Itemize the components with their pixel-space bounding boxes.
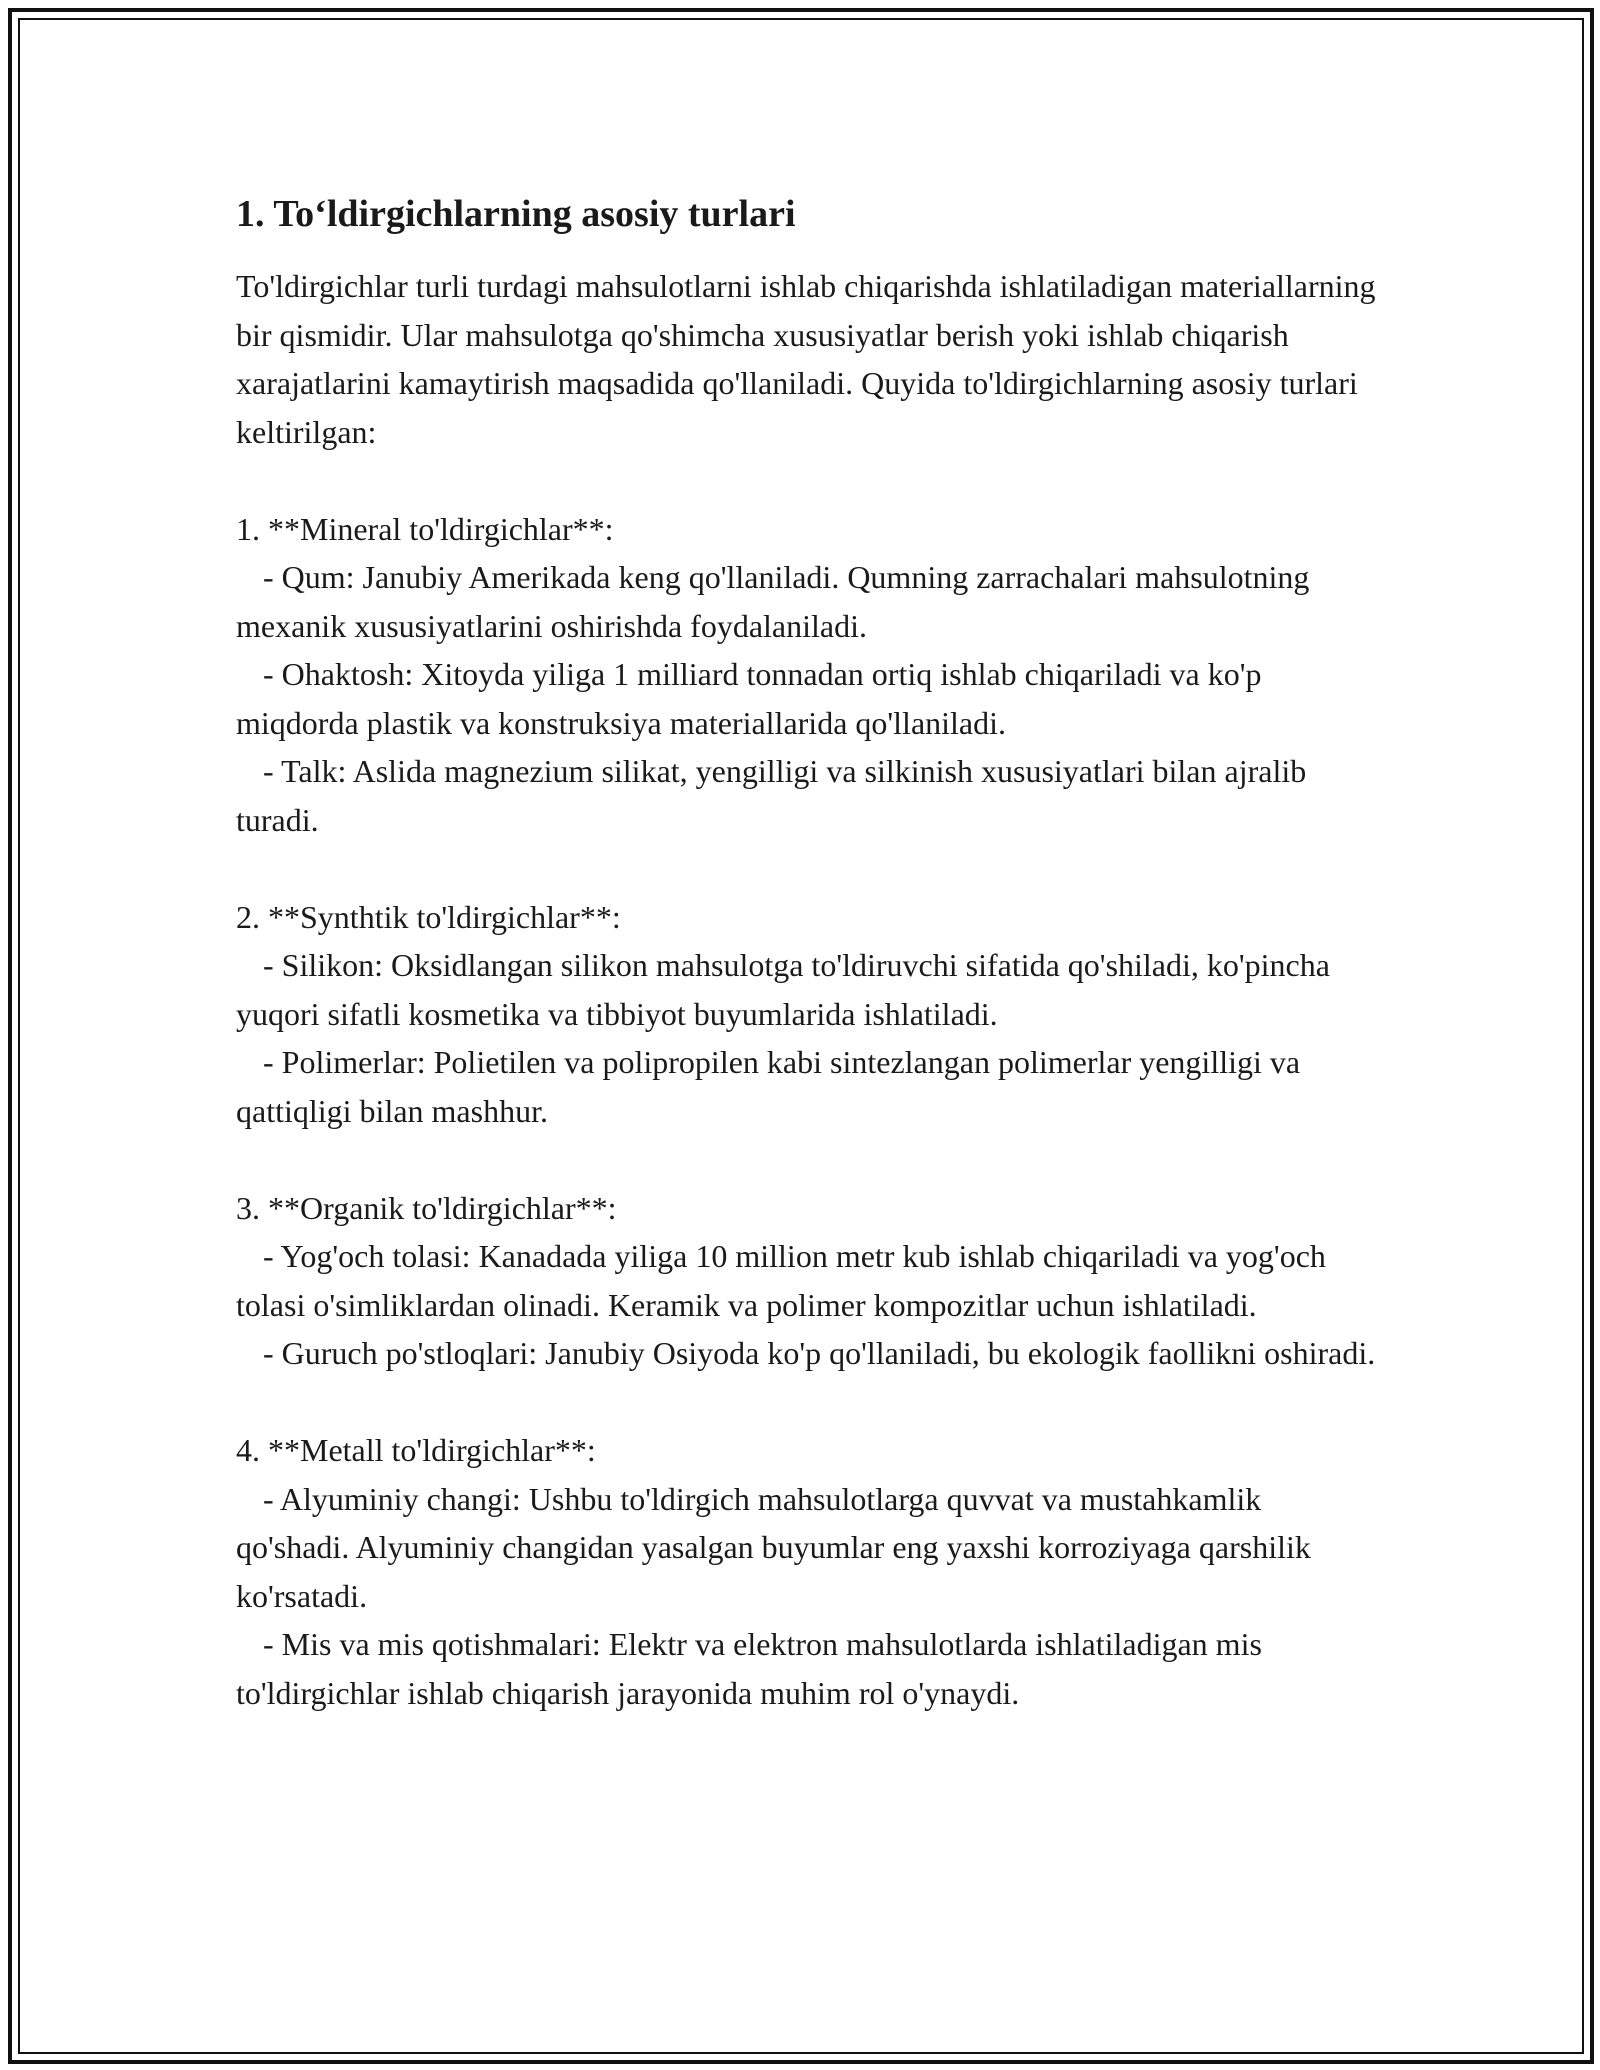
section-mineral: [236, 505, 1376, 845]
section-title: 3. **Organik to'ldirgichlar**:: [236, 1189, 617, 1226]
section-gap: [236, 1135, 1376, 1184]
section-gap: [236, 456, 1376, 505]
list-item: - Mis va mis qotishmalari: Elektr va elektron mahsulotlarda ishlatiladigan mis to'ldirgichlar ishlab chiqarish jarayonida muhim rol o'ynaydi.: [236, 1626, 1262, 1711]
section-title: 1. **Mineral to'ldirgichlar**:: [236, 510, 614, 547]
document-body: [236, 186, 1384, 1717]
list-item: - Polimerlar: Polietilen va polipropilen kabi sintezlangan polimerlar yengilligi va qattiqligi bilan mashhur.: [236, 1044, 1301, 1129]
list-item: - Alyuminiy changi: Ushbu to'ldirgich mahsulotlarga quvvat va mustahkamlik qo'shadi. Alyuminiy changidan yasalgan buyumlar eng yaxshi korroziyaga qarshilik ko'rsatadi.: [236, 1480, 1311, 1614]
list-item: - Guruch po'stloqlari: Janubiy Osiyoda ko'p qo'llaniladi, bu ekologik faollikni oshiradi.: [263, 1335, 1376, 1371]
document-heading: 1. To‘ldirgichlarning asosiy turlari: [236, 193, 796, 235]
list-item: - Talk: Aslida magnezium silikat, yengilligi va silkinish xususiyatlari bilan ajralib turadi.: [236, 753, 1307, 838]
section-organic: [236, 1184, 1376, 1378]
intro-paragraph: To'ldirgichlar turli turdagi mahsulotlarni ishlab chiqarishda ishlatiladigan materiallarning bir qismidir. Ular mahsulotga qo'shimcha xususiyatlar berish yoki ishlab chiqarish xarajatlarini kamaytirish maqsadida qo'llaniladi. Quyida to'ldirgichlarning asosiy turlari keltirilgan:: [236, 268, 1384, 450]
list-item: - Ohaktosh: Xitoyda yiliga 1 milliard tonnadan ortiq ishlab chiqariladi va ko'p miqdorda plastik va konstruksiya materiallarida qo'llaniladi.: [236, 656, 1262, 741]
section-title: 4. **Metall to'ldirgichlar**:: [236, 1432, 596, 1468]
section-gap: [236, 844, 1376, 893]
list-item: - Yog'och tolasi: Kanadada yiliga 10 million metr kub ishlab chiqariladi va yog'och tolasi o'simliklardan olinadi. Keramik va polimer kompozitlar uchun ishlatiladi.: [236, 1238, 1326, 1323]
section-synthetic: [236, 893, 1376, 1136]
list-item: - Silikon: Oksidlangan silikon mahsulotga to'ldiruvchi sifatida qo'shiladi, ko'pincha yuqori sifatli kosmetika va tibbiyot buyumlarida ishlatiladi.: [236, 947, 1330, 1032]
section-title: 2. **Synthtik to'ldirgichlar**:: [236, 898, 621, 935]
section-gap: [236, 1378, 1376, 1427]
list-item: - Qum: Janubiy Amerikada keng qo'llaniladi. Qumning zarrachalari mahsulotning mexanik xususiyatlarini oshirishda foydalaniladi.: [236, 559, 1310, 644]
section-metal: [236, 1426, 1376, 1717]
